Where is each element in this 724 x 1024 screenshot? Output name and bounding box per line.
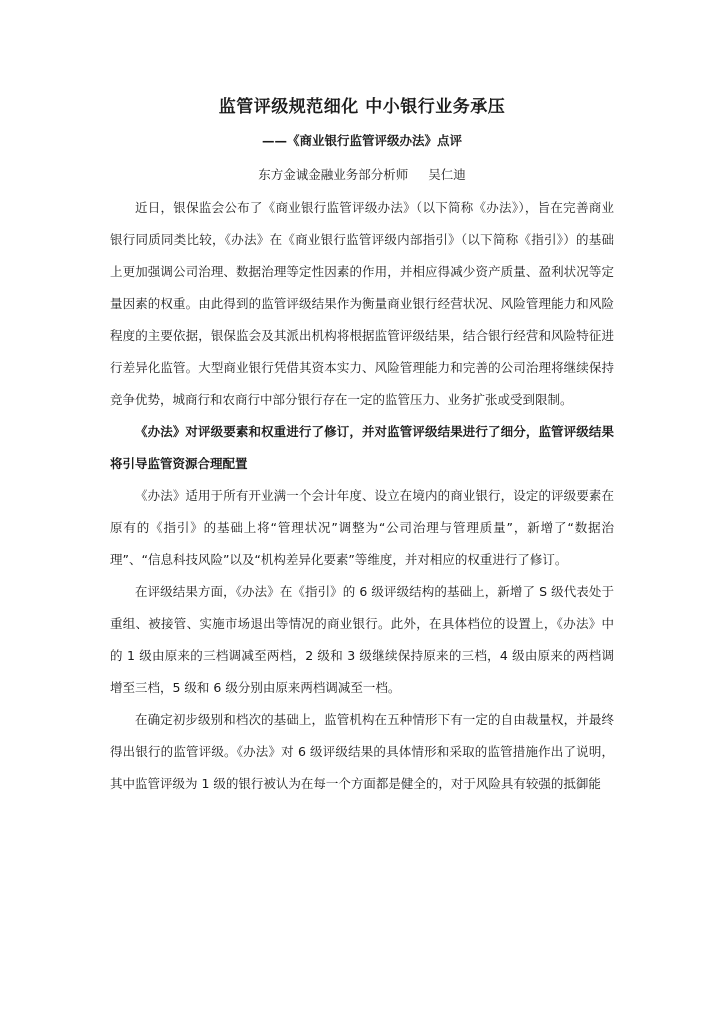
paragraph-discretion: 在确定初步级别和档次的基础上，监管机构在五种情形下有一定的自由裁量权，并最终得出银行的监管评级。《办法》对 6 级评级结果的具体情形和采取的监管措施作出了说明，其中监管评级为 1 级的银行被认为在每一个方面都是健全的，对于风险具有较强的抵御能	[110, 712, 614, 791]
paragraph-rating-results: 在评级结果方面，《办法》在《指引》的 6 级评级结构的基础上，新增了 S 级代表处于重组、被接管、实施市场退出等情况的商业银行。此外，在具体档位的设置上，《办法》中的 1 级由原来的三档调减至两档，2 级和 3 级继续保持原来的三档，4 级由原来的两档调增至三档，5 级和 6 级分别由原来两档调减至一档。	[110, 584, 614, 695]
section-heading: 《办法》对评级要素和权重进行了修订，并对监管评级结果进行了细分，监管评级结果将引导监管资源合理配置	[110, 424, 614, 471]
document-subtitle: ——《商业银行监管评级办法》点评	[261, 133, 462, 148]
paragraph-intro: 近日，银保监会公布了《商业银行监管评级办法》（以下简称《办法》），旨在完善商业银行同质同类比较，《办法》在《商业银行监管评级内部指引》（以下简称《指引》）的基础上更加强调公司治理、数据治理等定性因素的作用，并相应得减少资产质量、盈利状况等定量因素的权重。由此得到的监管评级结果作为衡量商业银行经营状况、风险管理能力和风险程度的主要依据，银保监会及其派出机构将根据监管评级结果，结合银行经营和风险特征进行差异化监管。大型商业银行凭借其资本实力、风险管理能力和完善的公司治理将继续保持竞争优势，城商行和农商行中部分银行存在一定的监管压力、业务扩张或受到限制。	[110, 200, 614, 407]
author-line	[110, 164, 614, 186]
document-body	[110, 192, 614, 800]
author-organization: 东方金诚金融业务部分析师	[258, 167, 409, 182]
document-title: 监管评级规范细化 中小银行业务承压	[218, 97, 506, 117]
paragraph-scope: 《办法》适用于所有开业满一个会计年度、设立在境内的商业银行，设定的评级要素在原有的《指引》的基础上将“管理状况”调整为“公司治理与管理质量”，新增了“数据治理”、“信息科技风险”以及“机构差异化要素”等维度，并对相应的权重进行了修订。	[110, 488, 614, 567]
author-name: 吴仁迪	[428, 167, 466, 182]
